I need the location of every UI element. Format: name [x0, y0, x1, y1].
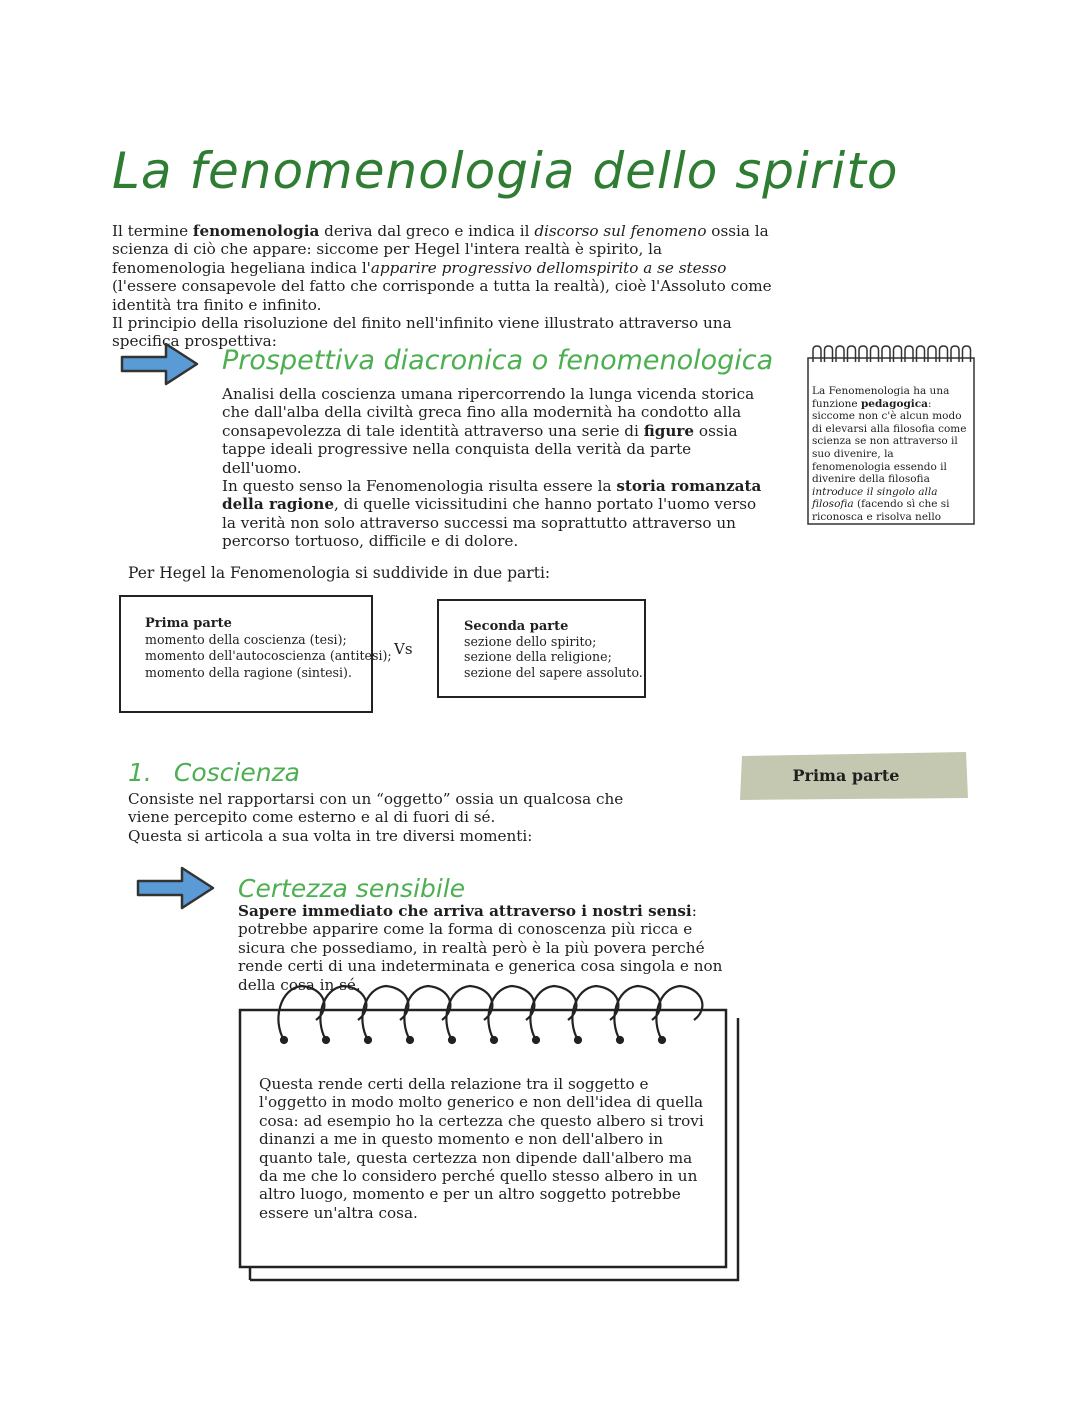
- text-run: Il principio della risoluzione del finito nell'infinito viene illustrato attraverso una specifica prospettiva:: [112, 314, 732, 351]
- part1-item: momento della coscienza (tesi);: [145, 632, 347, 648]
- text-run: Sapere immediato che arriva attraverso i nostri sensi: [238, 902, 692, 920]
- text-run: In questo senso la Fenomenologia risulta essere la: [222, 477, 617, 496]
- notebook-hole: [365, 1037, 371, 1043]
- notebook-hole: [407, 1037, 413, 1043]
- text-run: introduce il singolo alla filosofia: [812, 485, 938, 511]
- section-number: 1.: [128, 758, 152, 787]
- notebook-hole: [659, 1037, 665, 1043]
- text-run: figure: [643, 421, 695, 440]
- section-badge: Prima parte: [792, 766, 900, 785]
- text-run: pedagogica: [860, 397, 928, 410]
- perspective-heading: Prospettiva diacronica o fenomenologica: [222, 345, 774, 376]
- text-run: Questa si articola a sua volta in tre diversi momenti:: [128, 826, 533, 845]
- certezza-heading: Certezza sensibile: [238, 874, 466, 903]
- text-run: Il termine: [112, 222, 193, 240]
- part1-item: momento della ragione (sintesi).: [145, 664, 352, 680]
- text-run: discorso sul fenomeno: [534, 222, 707, 240]
- part1-title: Prima parte: [145, 616, 232, 631]
- notebook-hole: [617, 1037, 623, 1043]
- text-run: deriva dal greco e indica il: [319, 222, 535, 240]
- section-title: Coscienza: [173, 758, 300, 787]
- text-run: Analisi della coscienza umana ripercorrendo la lunga vicenda storica che dall'alba della civiltà greca fino alla modernità ha condotto alla consapevolezza di tale identità attraverso una serie di: [222, 385, 755, 440]
- text-run: Consiste nel rapportarsi con un “oggetto” ossia un qualcosa che viene percepito come esterno e al di fuori di sé.: [128, 790, 624, 827]
- page-title: La fenomenologia dello spirito: [112, 142, 899, 200]
- part1-content: [145, 616, 392, 681]
- arrow-right-icon: [136, 864, 216, 912]
- section-heading-coscienza: [128, 756, 300, 790]
- notebook-hole: [281, 1037, 287, 1043]
- vs-label: Vs: [394, 640, 413, 658]
- part2-item: sezione della religione;: [464, 649, 612, 665]
- text-run: La Fenomenologia ha una funzione: [812, 385, 950, 410]
- text-run: (l'essere consapevole del fatto che corrisponde a tutta la realtà), cioè l'Assoluto come identità tra finito e infinito.: [112, 277, 772, 314]
- coscienza-paragraph: [128, 790, 648, 845]
- part2-title: Seconda parte: [464, 619, 569, 634]
- notebook-hole: [323, 1037, 329, 1043]
- part2-item: sezione dello spirito;: [464, 634, 597, 650]
- text-run: : potrebbe apparire come la forma di conoscenza più ricca e sicura che possediamo, in realtà però è la più povera perché rende certi di una indeterminata e generica cosa singola e non della cosa in sé.: [238, 902, 723, 994]
- text-run: fenomenologia: [192, 222, 320, 240]
- parts-intro: Per Hegel la Fenomenologia si suddivide in due parti:: [128, 564, 551, 582]
- part1-item: momento dell'autocoscienza (antitesi);: [145, 648, 392, 664]
- text-run: ossia tappe ideali progressive nella conquista della verità da parte dell'uomo.: [222, 421, 738, 477]
- text-run: storia romanzata della ragione: [222, 477, 762, 514]
- side-note: [812, 385, 974, 524]
- text-run: ossia la scienza di ciò che appare: siccome per Hegel l'intera realtà è spirito, la fenomenologia hegeliana indica l': [112, 222, 769, 277]
- perspective-paragraph: [222, 385, 762, 551]
- part2-content: [464, 619, 643, 680]
- notebook-note: Questa rende certi della relazione tra il soggetto e l'oggetto in modo molto generico e non dell'idea di quella cosa: ad esempio ho la certezza che questo albero si trovi dinanzi a me in questo momento e non dell'albero in quanto tale, questa certezza non dipende dall'albero ma da me che lo considero perché quello stesso albero in un altro luogo, momento e per un altro soggetto potrebbe essere un'altra cosa.: [259, 1075, 704, 1222]
- text-run: : siccome non c'è alcun modo di elevarsi alla filosofia come scienza se non attraverso il suo divenire, la fenomenologia essendo il divenire della filosofia: [812, 397, 967, 486]
- notebook-hole: [533, 1037, 539, 1043]
- text-run: , di quelle vicissitudini che hanno portato l'uomo verso la verità non solo attraverso successi ma soprattutto attraverso un percorso tortuoso, difficile e di dolore.: [222, 495, 757, 551]
- text-run: (facendo sì che si riconosca e risolva nello: [812, 498, 950, 523]
- part2-item: sezione del sapere assoluto.: [464, 664, 643, 680]
- notebook-hole: [575, 1037, 581, 1043]
- notebook-hole: [491, 1037, 497, 1043]
- text-run: apparire progressivo dellomspirito a se stesso: [370, 258, 727, 277]
- arrow-right-icon: [120, 340, 200, 388]
- intro-paragraph: [112, 222, 772, 351]
- notebook-hole: [449, 1037, 455, 1043]
